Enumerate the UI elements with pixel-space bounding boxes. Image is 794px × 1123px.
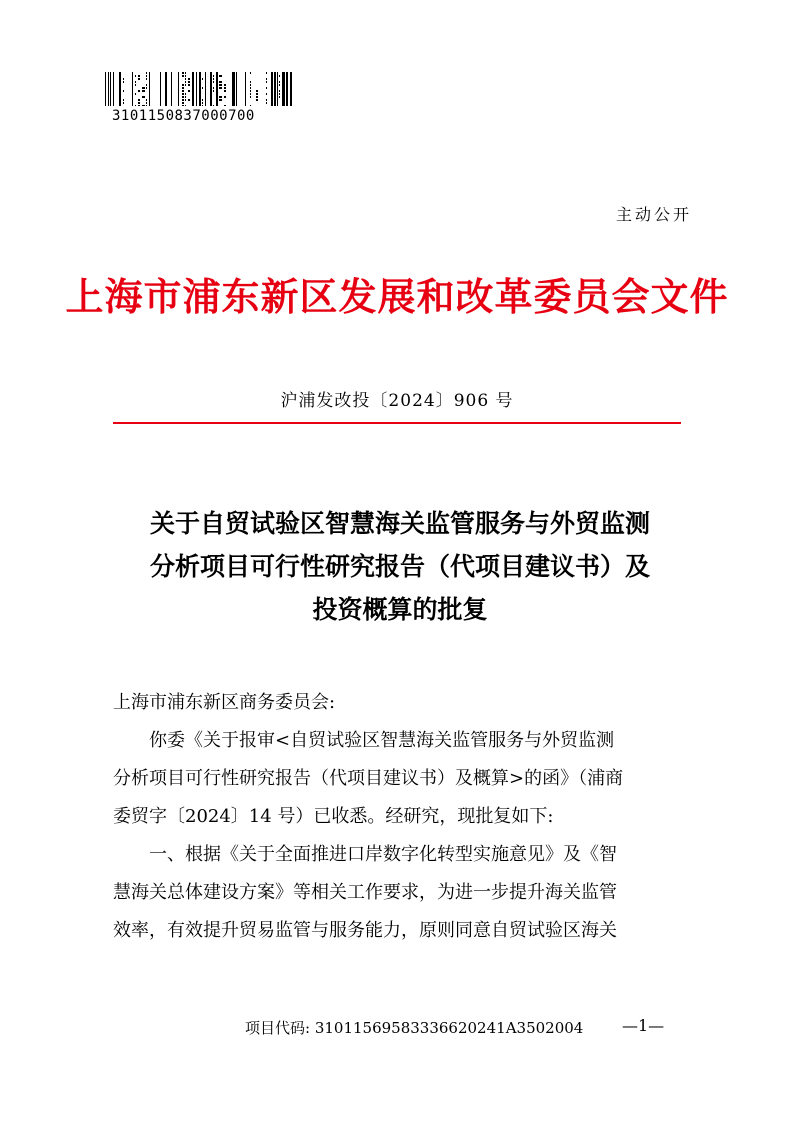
body-line: 委贸字〔2024〕14 号）已收悉。经研究，现批复如下: <box>113 806 554 827</box>
document-body <box>113 684 703 950</box>
red-divider <box>113 422 681 424</box>
body-line: 分析项目可行性研究报告（代项目建议书）及概算>的函》（浦商 <box>113 768 624 789</box>
page-number: —1— <box>622 1016 665 1035</box>
body-line: 效率，有效提升贸易监管与服务能力，原则同意自贸试验区海关 <box>113 920 617 941</box>
body-line: 你委《关于报审<自贸试验区智慧海关监管服务与外贸监测 <box>149 730 615 751</box>
barcode-number: 3101150837000700 <box>112 108 255 124</box>
disclosure-label: 主动公开 <box>615 205 692 224</box>
body-line: 一、根据《关于全面推进口岸数字化转型实施意见》及《智 <box>149 844 617 865</box>
document-title <box>100 502 700 631</box>
barcode <box>105 72 295 106</box>
addressee: 上海市浦东新区商务委员会: <box>113 692 336 713</box>
title-line: 投资概算的批复 <box>312 595 488 624</box>
body-line: 慧海关总体建设方案》等相关工作要求，为进一步提升海关监管 <box>113 882 617 903</box>
project-code: 项目代码: 31011569583336620241A3502004 <box>245 1019 584 1037</box>
issuer-header: 上海市浦东新区发展和改革委员会文件 <box>65 274 729 319</box>
title-line: 关于自贸试验区智慧海关监管服务与外贸监测 <box>149 509 650 538</box>
title-line: 分析项目可行性研究报告（代项目建议书）及 <box>149 552 650 581</box>
document-number: 沪浦发改投〔2024〕906 号 <box>280 391 514 411</box>
